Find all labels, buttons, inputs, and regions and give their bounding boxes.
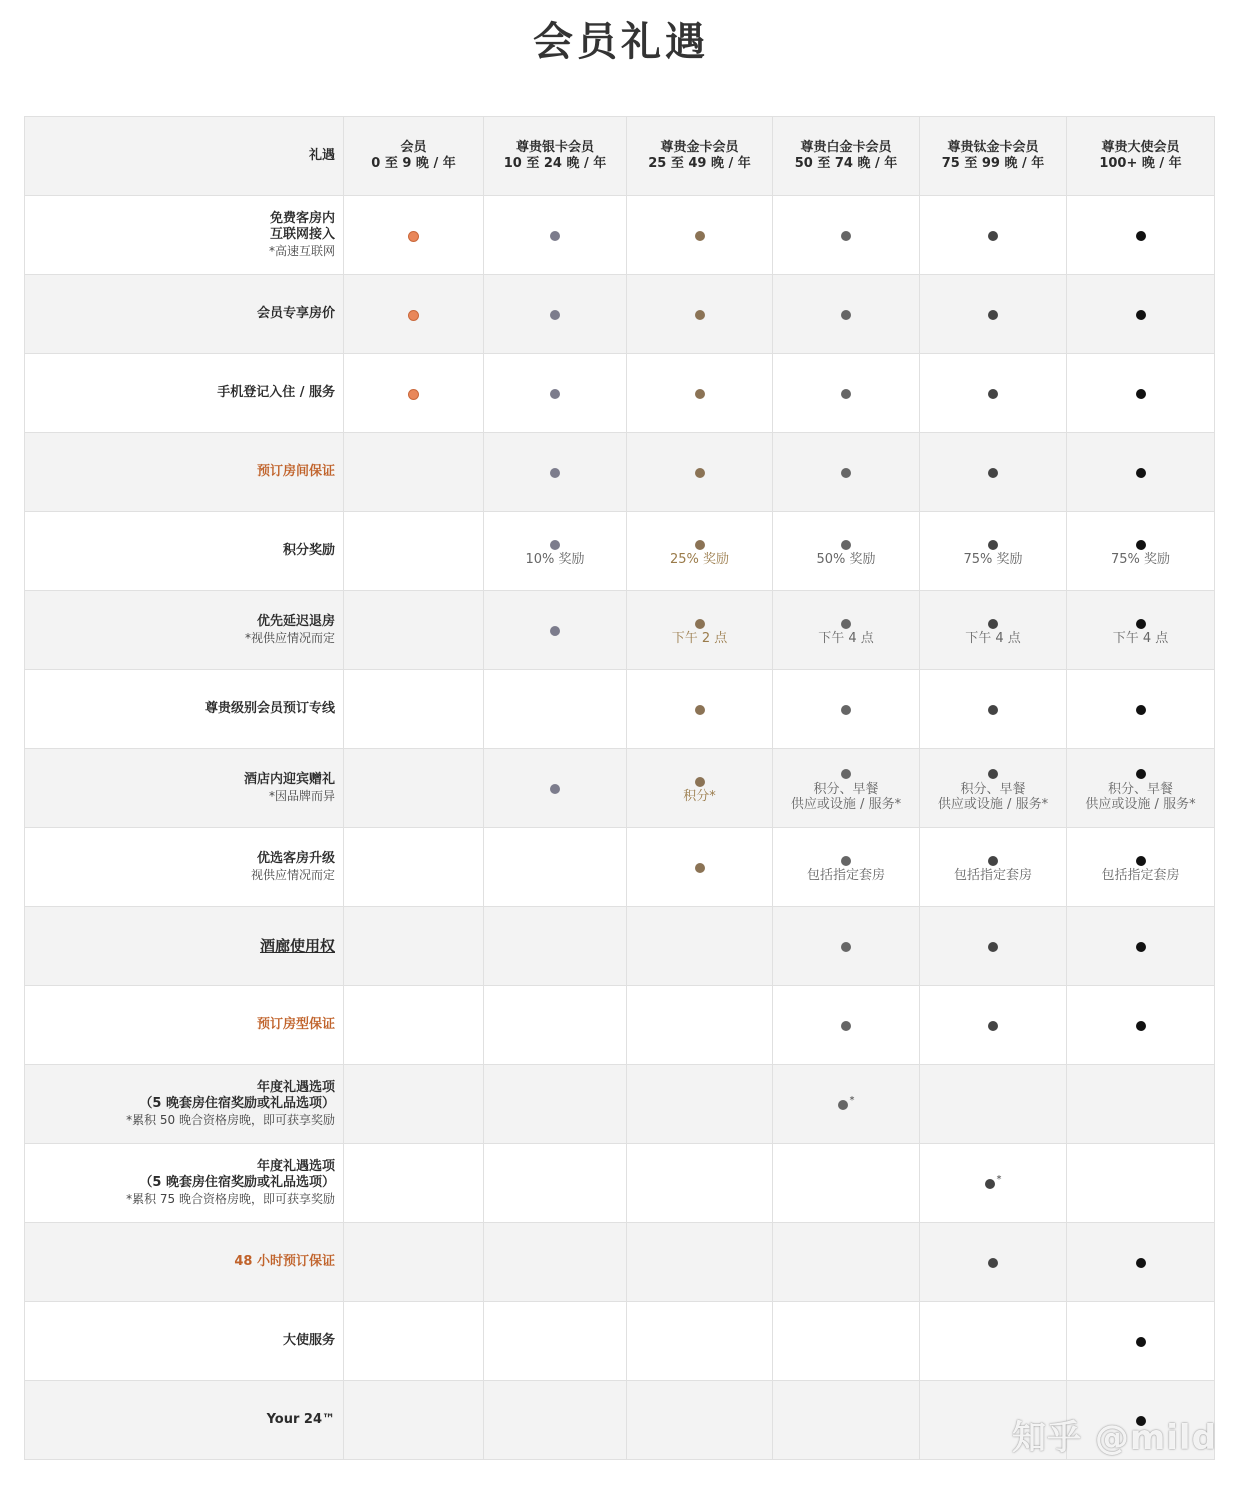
tier-cell-gold [627, 1302, 773, 1381]
tier-cell-member [344, 749, 484, 828]
tier-cell-ambassador [1067, 1223, 1215, 1302]
benefit-dot-icon [988, 540, 998, 550]
benefit-dot-icon [841, 1021, 851, 1031]
tier-cell-ambassador [1067, 907, 1215, 986]
benefit-dot-icon [695, 310, 705, 320]
benefit-detail: 下午 4 点 [818, 631, 874, 646]
benefit-dot-icon [988, 705, 998, 715]
benefit-dot-icon [838, 1100, 848, 1110]
benefit-dot-icon [1136, 619, 1146, 629]
benefit-dot-icon [1136, 389, 1146, 399]
header-benefit-label: 礼遇 [25, 117, 344, 196]
tier-header-member [344, 117, 484, 196]
table-row [25, 907, 1215, 986]
tier-cell-titanium [920, 433, 1067, 512]
tier-cell-silver [484, 828, 627, 907]
page-title: 会员礼遇 [533, 19, 709, 65]
benefit-dot-icon [1136, 540, 1146, 550]
tier-cell-ambassador [1067, 828, 1215, 907]
tier-header-platinum [773, 117, 920, 196]
benefit-dot-icon [550, 540, 560, 550]
tier-cell-silver [484, 433, 627, 512]
benefit-label-cell [25, 986, 344, 1065]
benefit-dot-icon [988, 231, 998, 241]
tier-cell-gold [627, 512, 773, 591]
tier-cell-silver [484, 1144, 627, 1223]
benefit-detail: 包括指定套房 [806, 868, 885, 883]
tier-cell-titanium [920, 275, 1067, 354]
tier-cell-gold [627, 591, 773, 670]
benefit-dot-icon [841, 619, 851, 629]
tier-cell-gold [627, 986, 773, 1065]
tier-cell-silver [484, 1223, 627, 1302]
benefit-detail: 25% 奖励 [669, 552, 730, 567]
table-row [25, 828, 1215, 907]
benefit-dot-icon [1136, 769, 1146, 779]
benefit-note: 视供应情况而定 [250, 868, 335, 882]
benefit-label-cell [25, 1144, 344, 1223]
tier-nights: 100+ 晚 / 年 [1099, 156, 1182, 171]
benefit-dot-icon [841, 540, 851, 550]
benefit-dot-icon [695, 863, 705, 873]
benefit-label-cell [25, 828, 344, 907]
tier-cell-ambassador [1067, 986, 1215, 1065]
tier-name: 尊贵金卡会员 [660, 140, 739, 155]
table-row [25, 196, 1215, 275]
tier-cell-titanium [920, 1223, 1067, 1302]
tier-nights: 50 至 74 晚 / 年 [794, 156, 898, 171]
tier-cell-member [344, 1223, 484, 1302]
tier-header-silver [484, 117, 627, 196]
table-row [25, 433, 1215, 512]
tier-cell-ambassador [1067, 749, 1215, 828]
tier-cell-platinum [773, 670, 920, 749]
tier-cell-member [344, 1302, 484, 1381]
tier-name: 尊贵钛金卡会员 [947, 140, 1039, 155]
benefit-label: 免费客房内 [269, 211, 335, 226]
benefit-label-cell [25, 433, 344, 512]
tier-cell-gold [627, 1381, 773, 1460]
benefit-detail: 积分* [683, 789, 716, 804]
benefit-detail: 供应或设施 / 服务* [790, 796, 902, 812]
tier-cell-platinum [773, 591, 920, 670]
benefit-label: （5 晚套房住宿奖励或礼品选项） [139, 1175, 335, 1190]
tier-cell-platinum [773, 907, 920, 986]
benefit-label-cell [25, 591, 344, 670]
benefit-label: Your 24™ [266, 1412, 335, 1427]
benefit-dot-icon [695, 540, 705, 550]
benefit-dot-icon [988, 856, 998, 866]
benefit-dot-icon [695, 468, 705, 478]
benefit-dot-icon [695, 231, 705, 241]
tier-cell-titanium [920, 1302, 1067, 1381]
tier-cell-platinum [773, 512, 920, 591]
benefit-note: *累积 75 晚合资格房晚，即可获享奖励 [126, 1192, 335, 1206]
benefit-detail: 下午 4 点 [965, 631, 1021, 646]
benefit-detail: 包括指定套房 [953, 868, 1032, 883]
benefit-dot-icon [1136, 705, 1146, 715]
table-row [25, 275, 1215, 354]
tier-cell-gold [627, 907, 773, 986]
benefit-label-cell [25, 749, 344, 828]
tier-cell-ambassador [1067, 1144, 1215, 1223]
table-row [25, 591, 1215, 670]
tier-cell-silver [484, 986, 627, 1065]
table-row [25, 354, 1215, 433]
benefit-dot-icon [988, 468, 998, 478]
benefit-label: 预订房间保证 [256, 464, 335, 479]
tier-name: 会员 [400, 140, 427, 155]
benefit-label: 48 小时预订保证 [234, 1254, 335, 1269]
tier-cell-member [344, 275, 484, 354]
tier-cell-silver [484, 591, 627, 670]
benefits-body [25, 196, 1215, 1460]
benefit-dot-icon [550, 231, 560, 241]
benefit-detail: 75% 奖励 [963, 552, 1023, 567]
benefit-note: *高速互联网 [268, 244, 335, 258]
benefits-table [24, 116, 1215, 1460]
tier-name: 尊贵白金卡会员 [800, 140, 892, 155]
tier-cell-titanium [920, 1144, 1067, 1223]
benefit-label-cell [25, 354, 344, 433]
tier-cell-ambassador [1067, 1302, 1215, 1381]
benefit-detail: 供应或设施 / 服务* [937, 796, 1049, 812]
tier-cell-silver [484, 354, 627, 433]
benefit-label-cell [25, 670, 344, 749]
tier-cell-titanium [920, 591, 1067, 670]
tier-nights: 0 至 9 晚 / 年 [371, 156, 456, 171]
tier-cell-titanium [920, 986, 1067, 1065]
tier-cell-silver [484, 196, 627, 275]
benefit-label: 互联网接入 [269, 227, 335, 242]
tier-cell-gold [627, 828, 773, 907]
benefit-dot-icon [695, 777, 705, 787]
tier-cell-gold [627, 1144, 773, 1223]
benefit-label: 积分奖励 [282, 543, 335, 558]
benefit-dot-icon [1136, 310, 1146, 320]
benefit-label-cell [25, 1302, 344, 1381]
tier-cell-platinum [773, 433, 920, 512]
tier-cell-gold [627, 354, 773, 433]
benefit-label: 酒店内迎宾赠礼 [243, 772, 335, 787]
benefit-dot-icon [1136, 942, 1146, 952]
benefit-note: *视供应情况而定 [244, 631, 335, 645]
benefit-label-cell [25, 275, 344, 354]
benefit-label: 尊贵级别会员预订专线 [204, 701, 335, 716]
benefit-dot-icon [841, 389, 851, 399]
benefit-label: 酒廊使用权 [259, 937, 335, 955]
benefit-detail: 积分、早餐 [1107, 781, 1173, 797]
benefit-dot-icon [550, 784, 560, 794]
benefit-dot-icon [550, 626, 560, 636]
benefit-dot-icon [988, 389, 998, 399]
benefit-dot-icon [841, 310, 851, 320]
tier-nights: 75 至 99 晚 / 年 [941, 156, 1045, 171]
tier-cell-gold [627, 275, 773, 354]
tier-cell-silver [484, 275, 627, 354]
benefit-dot-icon [988, 769, 998, 779]
benefit-dot-icon [841, 942, 851, 952]
benefit-dot-icon [985, 1179, 995, 1189]
benefit-detail: 积分、早餐 [960, 781, 1026, 797]
benefit-label-cell [25, 512, 344, 591]
tier-cell-silver [484, 670, 627, 749]
benefit-dot-icon [408, 389, 419, 400]
benefit-label: 预订房型保证 [256, 1017, 335, 1032]
tier-cell-gold [627, 1223, 773, 1302]
tier-cell-silver [484, 907, 627, 986]
tier-cell-member [344, 907, 484, 986]
tier-cell-titanium [920, 196, 1067, 275]
tier-cell-gold [627, 433, 773, 512]
tier-cell-ambassador [1067, 196, 1215, 275]
benefit-note: *累积 50 晚合资格房晚，即可获享奖励 [126, 1113, 335, 1127]
tier-cell-ambassador [1067, 1065, 1215, 1144]
benefit-label-cell [25, 1381, 344, 1460]
tier-cell-ambassador [1067, 275, 1215, 354]
benefit-label: 优先延迟退房 [256, 614, 335, 629]
benefit-label: 年度礼遇选项 [256, 1159, 335, 1174]
tier-cell-platinum [773, 986, 920, 1065]
benefit-dot-icon [408, 231, 419, 242]
table-row [25, 1065, 1215, 1144]
tier-cell-gold [627, 196, 773, 275]
tier-cell-ambassador [1067, 433, 1215, 512]
benefit-label: 手机登记入住 / 服务 [217, 385, 335, 400]
benefit-dot-icon [988, 942, 998, 952]
tier-cell-platinum [773, 828, 920, 907]
tier-cell-member [344, 433, 484, 512]
table-row [25, 512, 1215, 591]
tier-cell-platinum [773, 196, 920, 275]
tier-name: 尊贵大使会员 [1101, 140, 1180, 155]
benefit-detail: 10% 奖励 [525, 552, 585, 567]
table-row [25, 670, 1215, 749]
tier-cell-member [344, 512, 484, 591]
tier-cell-platinum [773, 1302, 920, 1381]
tier-cell-titanium [920, 354, 1067, 433]
tier-cell-member [344, 354, 484, 433]
tier-cell-member [344, 1144, 484, 1223]
tier-cell-member [344, 986, 484, 1065]
tier-cell-member [344, 828, 484, 907]
benefit-dot-icon [841, 231, 851, 241]
benefit-dot-icon [841, 856, 851, 866]
benefit-dot-icon [1136, 1021, 1146, 1031]
tier-cell-platinum [773, 749, 920, 828]
benefit-detail: 积分、早餐 [813, 781, 879, 797]
benefit-detail: 包括指定套房 [1101, 868, 1180, 883]
footnote-marker: * [849, 1094, 855, 1106]
benefit-dot-icon [1136, 856, 1146, 866]
benefit-detail: 50% 奖励 [816, 552, 876, 567]
tier-cell-member [344, 591, 484, 670]
tier-cell-silver [484, 1065, 627, 1144]
benefit-dot-icon [695, 389, 705, 399]
tier-cell-member [344, 670, 484, 749]
tier-nights: 25 至 49 晚 / 年 [648, 156, 751, 171]
tier-cell-gold [627, 749, 773, 828]
tier-cell-platinum [773, 1144, 920, 1223]
tier-header-ambassador [1067, 117, 1215, 196]
benefit-dot-icon [550, 389, 560, 399]
benefit-detail: 供应或设施 / 服务* [1085, 796, 1196, 812]
tier-cell-platinum [773, 275, 920, 354]
benefit-dot-icon [988, 1258, 998, 1268]
tier-cell-titanium [920, 828, 1067, 907]
table-row [25, 1223, 1215, 1302]
benefit-dot-icon [550, 310, 560, 320]
benefit-detail: 75% 奖励 [1110, 552, 1171, 567]
tier-cell-ambassador [1067, 591, 1215, 670]
benefit-dot-icon [550, 468, 560, 478]
tier-header-titanium [920, 117, 1067, 196]
tier-cell-gold [627, 1065, 773, 1144]
watermark: 知乎 @mild [1012, 1418, 1217, 1458]
benefit-label-cell [25, 1223, 344, 1302]
benefit-dot-icon [408, 310, 419, 321]
tier-cell-silver [484, 749, 627, 828]
benefit-label: 大使服务 [282, 1333, 335, 1348]
tier-cell-member [344, 196, 484, 275]
benefit-dot-icon [1136, 1337, 1146, 1347]
benefit-dot-icon [841, 705, 851, 715]
table-row [25, 1302, 1215, 1381]
benefit-dot-icon [841, 468, 851, 478]
benefit-dot-icon [695, 705, 705, 715]
tier-cell-silver [484, 1302, 627, 1381]
tier-cell-ambassador [1067, 670, 1215, 749]
benefit-label: （5 晚套房住宿奖励或礼品选项） [139, 1096, 335, 1111]
tier-cell-titanium [920, 670, 1067, 749]
benefit-detail: 下午 4 点 [1112, 631, 1169, 646]
tier-cell-platinum [773, 1065, 920, 1144]
benefit-detail: 下午 2 点 [671, 631, 728, 646]
benefit-label: 优选客房升级 [256, 851, 335, 866]
benefit-dot-icon [988, 310, 998, 320]
header-row [25, 117, 1215, 196]
tier-cell-titanium [920, 1065, 1067, 1144]
tier-cell-silver [484, 512, 627, 591]
benefit-dot-icon [695, 619, 705, 629]
table-row [25, 749, 1215, 828]
benefit-dot-icon [1136, 1258, 1146, 1268]
tier-cell-member [344, 1065, 484, 1144]
benefit-label-cell [25, 907, 344, 986]
tier-cell-ambassador [1067, 512, 1215, 591]
benefit-dot-icon [841, 769, 851, 779]
tier-cell-gold [627, 670, 773, 749]
benefit-dot-icon [988, 1021, 998, 1031]
benefit-dot-icon [1136, 468, 1146, 478]
tier-cell-platinum [773, 354, 920, 433]
tier-cell-silver [484, 1381, 627, 1460]
benefit-note: *因品牌而异 [268, 789, 335, 803]
benefit-dot-icon [988, 619, 998, 629]
footnote-marker: * [996, 1173, 1002, 1185]
benefit-label: 会员专享房价 [256, 306, 335, 321]
tier-cell-titanium [920, 749, 1067, 828]
tier-cell-titanium [920, 512, 1067, 591]
tier-header-gold [627, 117, 773, 196]
table-row [25, 1144, 1215, 1223]
tier-cell-member [344, 1381, 484, 1460]
tier-cell-platinum [773, 1381, 920, 1460]
benefit-label-cell [25, 196, 344, 275]
tier-cell-ambassador [1067, 354, 1215, 433]
tier-name: 尊贵银卡会员 [515, 140, 594, 155]
benefit-label-cell [25, 1065, 344, 1144]
tier-cell-platinum [773, 1223, 920, 1302]
benefit-label: 年度礼遇选项 [256, 1080, 335, 1095]
benefit-dot-icon [1136, 231, 1146, 241]
tier-nights: 10 至 24 晚 / 年 [503, 156, 607, 171]
tier-cell-titanium [920, 907, 1067, 986]
table-row [25, 986, 1215, 1065]
